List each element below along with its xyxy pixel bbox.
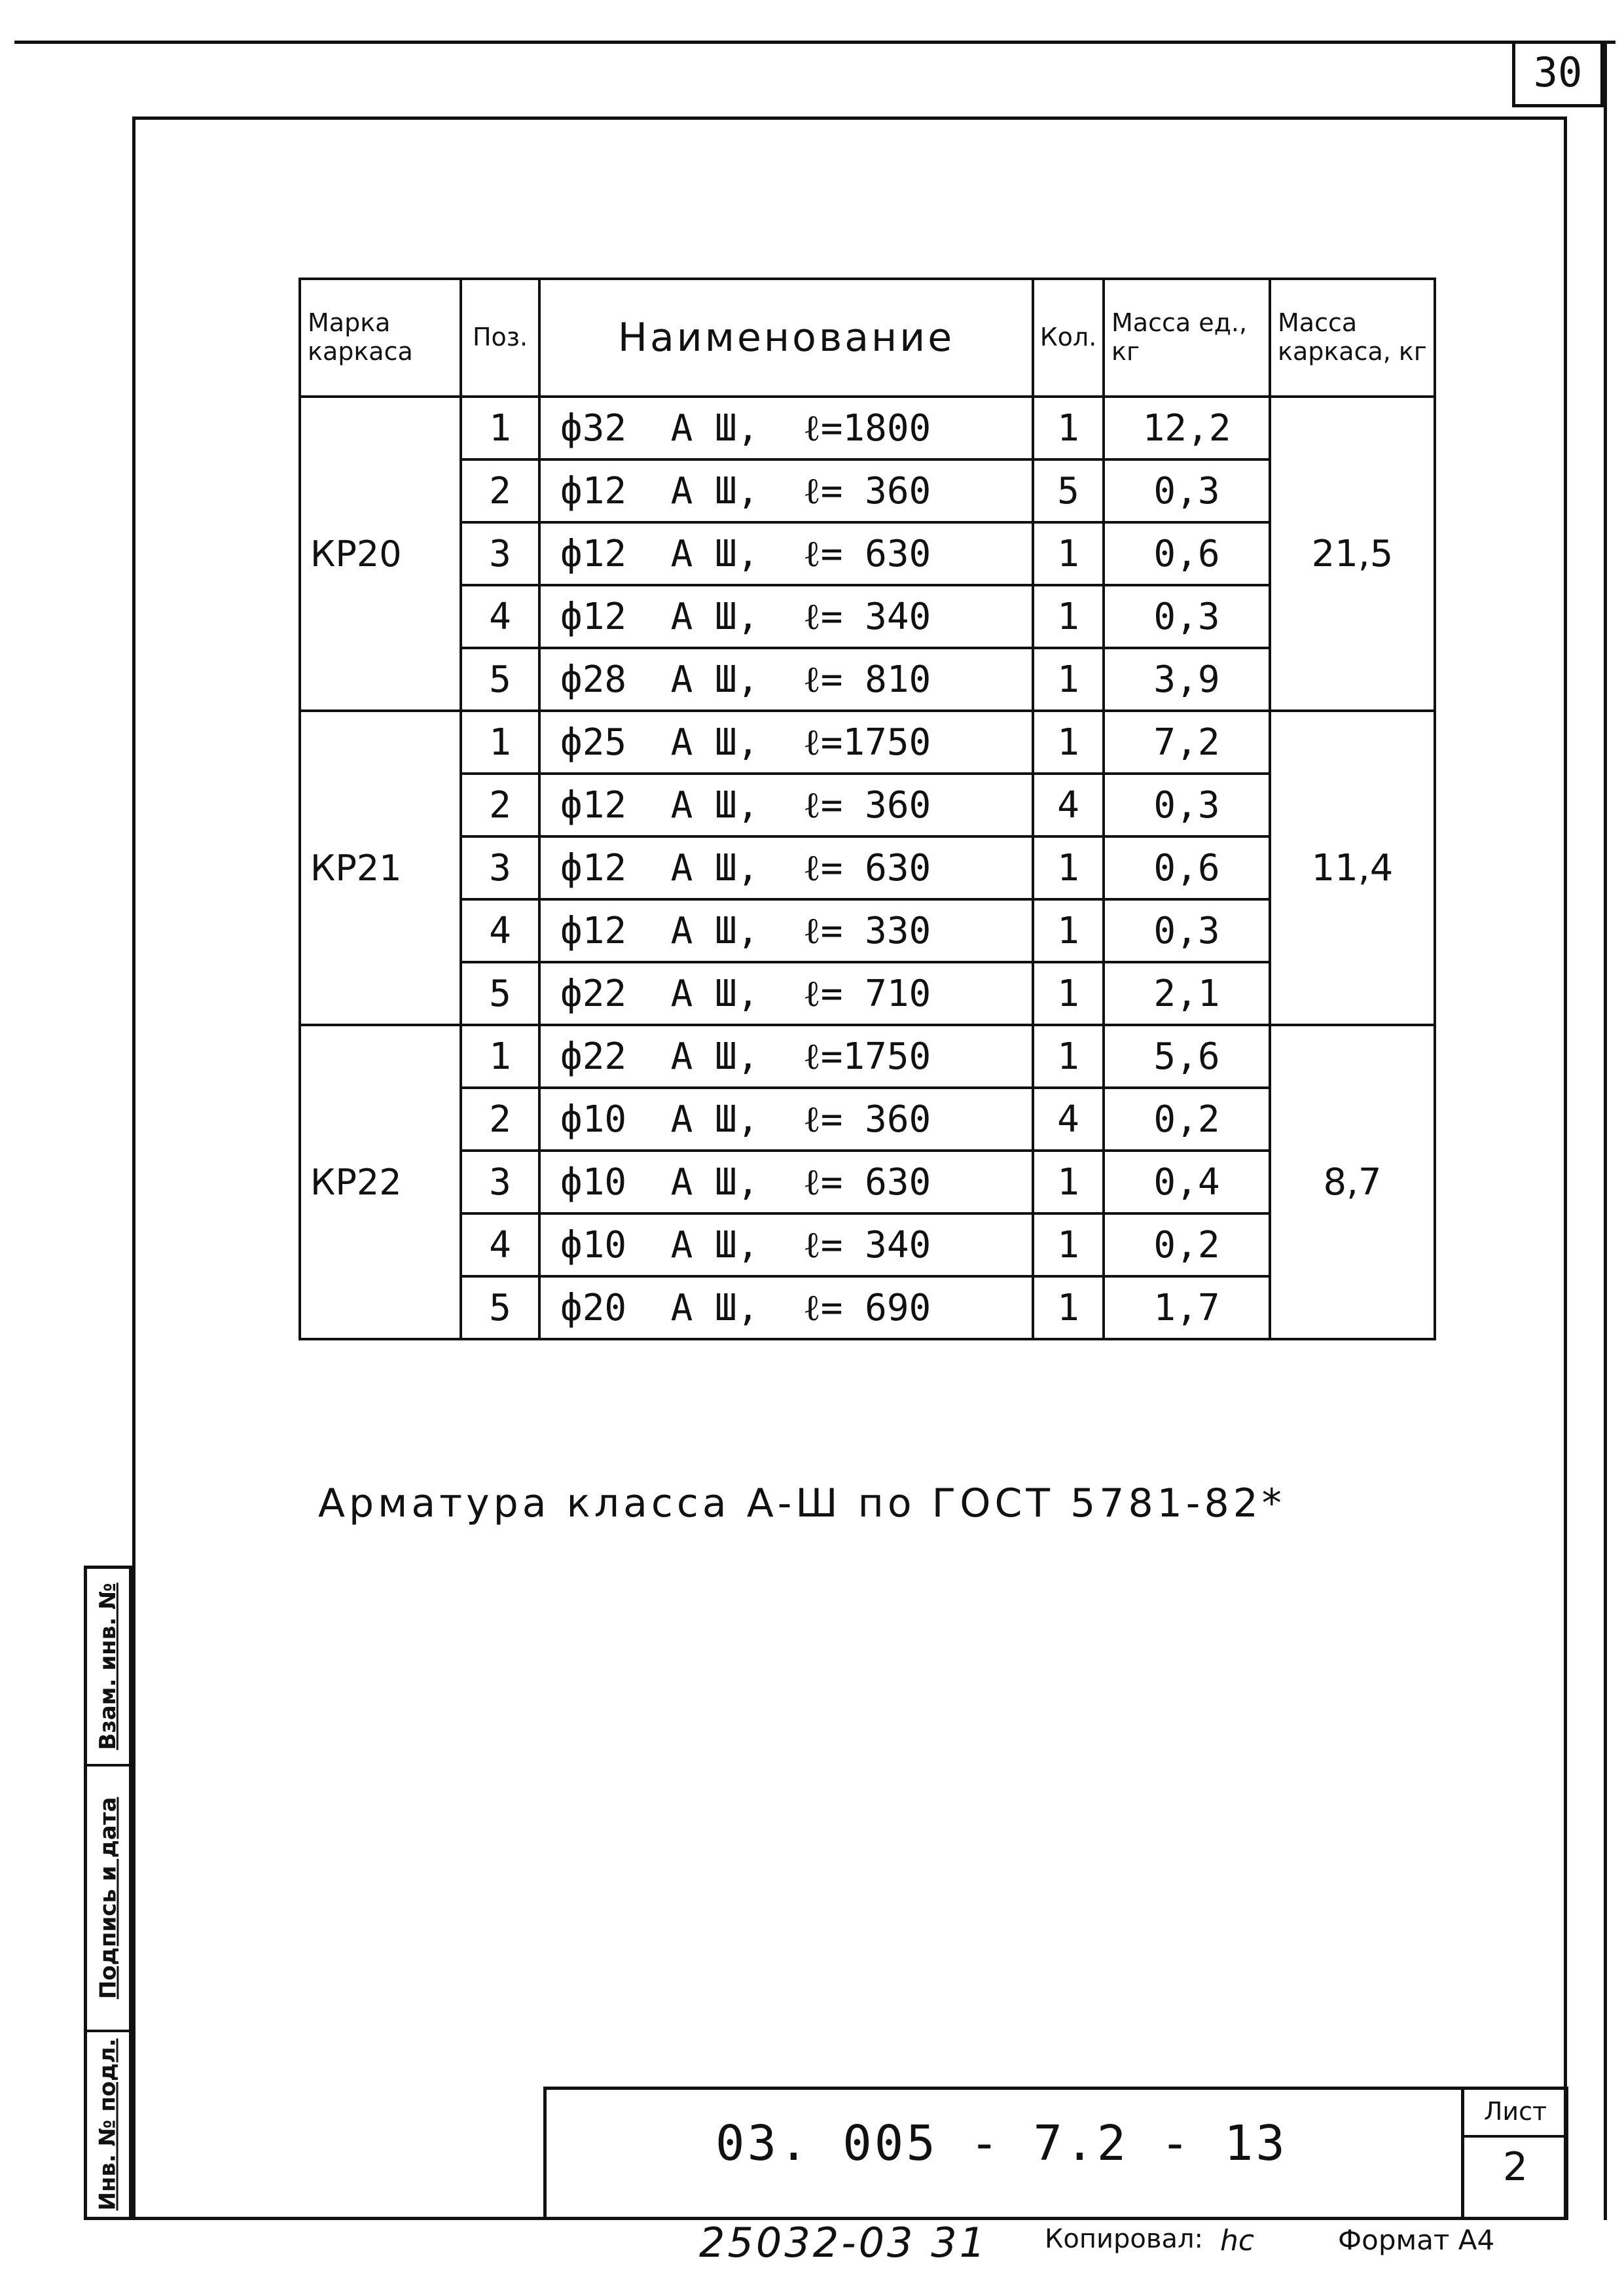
table-header-row: [300, 279, 1435, 397]
unit-mass-cell: 0,4: [1104, 1151, 1270, 1213]
unit-mass-cell: 2,1: [1104, 962, 1270, 1025]
document-designation: 03. 005 - 7.2 - 13: [715, 2115, 1288, 2172]
name-cell: ф22 А Ш, ℓ=1750: [539, 1025, 1033, 1088]
name-cell: ф12 А Ш, ℓ= 330: [539, 899, 1033, 962]
position-cell: 3: [461, 1151, 539, 1213]
name-cell: ф10 А Ш, ℓ= 340: [539, 1213, 1033, 1276]
unit-mass-cell: 0,3: [1104, 585, 1270, 648]
table-row: [300, 899, 1435, 962]
table-row: [300, 522, 1435, 585]
quantity-cell: 5: [1033, 459, 1104, 522]
side-label-inv-original: Инв. № подл.: [95, 2038, 121, 2211]
name-cell: ф32 А Ш, ℓ=1800: [539, 397, 1033, 459]
quantity-cell: 1: [1033, 1213, 1104, 1276]
position-cell: 5: [461, 648, 539, 711]
copier-signature: hc: [1220, 2224, 1255, 2257]
side-cell-inv-original: [87, 2032, 129, 2217]
unit-mass-cell: 12,2: [1104, 397, 1270, 459]
position-cell: 5: [461, 1276, 539, 1339]
table-row: [300, 1276, 1435, 1339]
position-cell: 1: [461, 711, 539, 774]
name-cell: ф20 А Ш, ℓ= 690: [539, 1276, 1033, 1339]
sheet-label: Лист: [1483, 2097, 1547, 2126]
frame-mark-cell: КР20: [300, 397, 461, 711]
name-cell: ф12 А Ш, ℓ= 340: [539, 585, 1033, 648]
position-cell: 2: [461, 459, 539, 522]
name-cell: ф22 А Ш, ℓ= 710: [539, 962, 1033, 1025]
position-cell: 4: [461, 899, 539, 962]
table-row: [300, 836, 1435, 899]
table-row: [300, 774, 1435, 836]
name-cell: ф12 А Ш, ℓ= 360: [539, 774, 1033, 836]
quantity-cell: 1: [1033, 1276, 1104, 1339]
copied-by-label: Копировал:: [1045, 2224, 1204, 2254]
side-cell-signature: [87, 1767, 129, 2030]
quantity-cell: 1: [1033, 397, 1104, 459]
unit-mass-cell: 0,6: [1104, 522, 1270, 585]
name-cell: ф12 А Ш, ℓ= 630: [539, 836, 1033, 899]
position-cell: 1: [461, 1025, 539, 1088]
position-cell: 4: [461, 1213, 539, 1276]
table-row: [300, 1088, 1435, 1151]
unit-mass-cell: 0,2: [1104, 1213, 1270, 1276]
quantity-cell: 1: [1033, 1151, 1104, 1213]
frame-mark-cell: КР22: [300, 1025, 461, 1339]
quantity-cell: 1: [1033, 711, 1104, 774]
table-row: [300, 585, 1435, 648]
quantity-cell: 4: [1033, 1088, 1104, 1151]
header-quantity: Кол.: [1033, 279, 1104, 397]
sheet-divider: [1461, 2135, 1568, 2138]
quantity-cell: 1: [1033, 585, 1104, 648]
unit-mass-cell: 7,2: [1104, 711, 1270, 774]
name-cell: ф10 А Ш, ℓ= 630: [539, 1151, 1033, 1213]
position-cell: 3: [461, 836, 539, 899]
unit-mass-cell: 0,3: [1104, 459, 1270, 522]
frame-mass-cell: 8,7: [1270, 1025, 1435, 1339]
paper-format: Формат А4: [1338, 2224, 1495, 2256]
position-cell: 2: [461, 774, 539, 836]
unit-mass-cell: 1,7: [1104, 1276, 1270, 1339]
frame-mass-cell: 21,5: [1270, 397, 1435, 711]
quantity-cell: 1: [1033, 836, 1104, 899]
header-position: Поз.: [461, 279, 539, 397]
header-frame-mass: Масса каркаса, кг: [1270, 279, 1435, 397]
unit-mass-cell: 0,2: [1104, 1088, 1270, 1151]
side-stamp: [84, 1566, 132, 2220]
position-cell: 5: [461, 962, 539, 1025]
frame-mark-cell: КР21: [300, 711, 461, 1025]
quantity-cell: 1: [1033, 962, 1104, 1025]
table-row: [300, 459, 1435, 522]
unit-mass-cell: 0,6: [1104, 836, 1270, 899]
position-cell: 3: [461, 522, 539, 585]
quantity-cell: 1: [1033, 899, 1104, 962]
specification-table: [298, 278, 1436, 1340]
frame-mass-cell: 11,4: [1270, 711, 1435, 1025]
side-cell-inv-replace: [87, 1569, 129, 1764]
quantity-cell: 1: [1033, 1025, 1104, 1088]
table-row: [300, 1213, 1435, 1276]
table-row: [300, 1151, 1435, 1213]
name-cell: ф12 А Ш, ℓ= 360: [539, 459, 1033, 522]
quantity-cell: 1: [1033, 648, 1104, 711]
unit-mass-cell: 0,3: [1104, 774, 1270, 836]
unit-mass-cell: 3,9: [1104, 648, 1270, 711]
unit-mass-cell: 5,6: [1104, 1025, 1270, 1088]
header-name: Наименование: [539, 279, 1033, 397]
reinforcement-note: Арматура класса А-Ш по ГОСТ 5781-82*: [318, 1480, 1286, 1526]
header-mark: Марка каркаса: [300, 279, 461, 397]
sheet-number: 2: [1502, 2144, 1528, 2190]
side-label-signature-date: Подпись и дата: [95, 1797, 122, 2000]
quantity-cell: 1: [1033, 522, 1104, 585]
name-cell: ф12 А Ш, ℓ= 630: [539, 522, 1033, 585]
header-unit-mass: Масса ед., кг: [1104, 279, 1270, 397]
table-row: [300, 962, 1435, 1025]
table-row: [300, 397, 1435, 459]
unit-mass-cell: 0,3: [1104, 899, 1270, 962]
name-cell: ф28 А Ш, ℓ= 810: [539, 648, 1033, 711]
top-border-line: [14, 41, 1615, 44]
archive-code: 25032-03 31: [699, 2219, 988, 2267]
quantity-cell: 4: [1033, 774, 1104, 836]
table-row: [300, 711, 1435, 774]
right-border-line: [1604, 41, 1607, 2220]
position-cell: 2: [461, 1088, 539, 1151]
position-cell: 4: [461, 585, 539, 648]
table-row: [300, 648, 1435, 711]
name-cell: ф10 А Ш, ℓ= 360: [539, 1088, 1033, 1151]
page-number: 30: [1533, 48, 1583, 96]
position-cell: 1: [461, 397, 539, 459]
side-label-inv-replace: Взам. инв. №: [95, 1583, 121, 1750]
name-cell: ф25 А Ш, ℓ=1750: [539, 711, 1033, 774]
table-row: [300, 1025, 1435, 1088]
